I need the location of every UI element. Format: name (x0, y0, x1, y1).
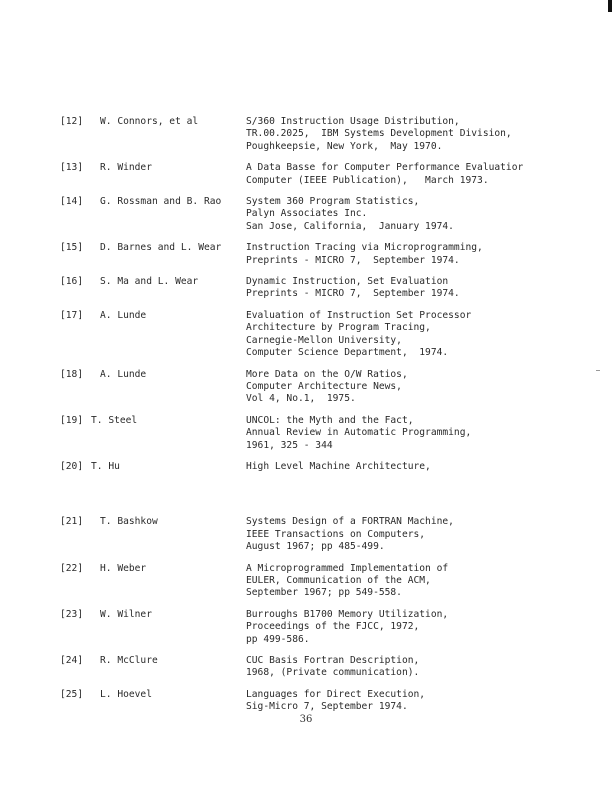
reference-14 (60, 196, 605, 233)
citation-line: TR.00.2025, IBM Systems Development Division, (246, 128, 512, 140)
citation-line: Annual Review in Automatic Programming, (246, 427, 472, 439)
citation-line: System 360 Program Statistics, (246, 196, 420, 208)
reference-citation (246, 242, 605, 267)
citation-line: San Jose, California, January 1974. (246, 220, 454, 232)
citation-line: Computer Architecture News, (246, 380, 402, 392)
reference-citation (246, 116, 605, 153)
citation-line: Dynamic Instruction, Set Evaluation (246, 276, 449, 288)
citation-line: Computer (IEEE Publication), March 1973. (246, 174, 489, 186)
reference-author: D. Barnes and L. Wear (100, 242, 222, 254)
reference-author: S. Ma and L. Wear (100, 276, 199, 288)
reference-author: H. Weber (100, 562, 147, 574)
reference-21 (60, 516, 605, 553)
citation-line: Computer Science Department, 1974. (246, 347, 449, 359)
reference-citation (246, 609, 605, 646)
reference-citation (246, 196, 605, 233)
reference-number: [23] (60, 608, 84, 620)
citation-line: Carnegie-Mellon University, (246, 334, 402, 346)
reference-number: [15] (60, 242, 84, 254)
reference-citation (246, 162, 605, 187)
citation-line: A Data Basse for Computer Performance Evaluatior (246, 162, 524, 174)
reference-author: R. Winder (100, 162, 152, 174)
citation-line: Architecture by Program Tracing, (246, 322, 431, 334)
citation-line: pp 499-586. (246, 633, 310, 645)
reference-citation (246, 655, 605, 680)
reference-author: T. Hu (91, 460, 120, 472)
reference-12 (60, 116, 605, 153)
reference-number: [18] (60, 368, 84, 380)
reference-24 (60, 655, 605, 680)
citation-line: UNCOL: the Myth and the Fact, (246, 414, 414, 426)
reference-22 (60, 563, 605, 600)
citation-line: Burroughs B1700 Memory Utilization, (246, 608, 449, 620)
citation-line: More Data on the O/W Ratios, (246, 368, 408, 380)
citation-line: A Microprogrammed Implementation of (246, 562, 449, 574)
reference-13 (60, 162, 605, 187)
reference-20 (60, 461, 605, 473)
reference-author: T. Steel (91, 414, 138, 426)
reference-author: T. Bashkow (100, 516, 158, 528)
citation-line: September 1967; pp 549-558. (246, 587, 402, 599)
citation-line: Preprints - MICRO 7, September 1974. (246, 288, 460, 300)
reference-citation (246, 563, 605, 600)
reference-number: [14] (60, 196, 84, 208)
reference-citation (246, 461, 605, 473)
reference-author: L. Hoevel (100, 688, 152, 700)
scan-corner-mark (608, 0, 612, 12)
reference-citation (246, 310, 605, 360)
reference-17 (60, 310, 605, 360)
citation-line: High Level Machine Architecture, (246, 460, 431, 472)
reference-list (60, 116, 605, 723)
citation-line: August 1967; pp 485-499. (246, 541, 385, 553)
reference-23 (60, 609, 605, 646)
reference-citation (246, 415, 605, 452)
reference-19 (60, 415, 605, 452)
citation-line: S/360 Instruction Usage Distribution, (246, 116, 460, 127)
reference-number: [19] (60, 414, 84, 426)
reference-citation (246, 516, 605, 553)
reference-number: [25] (60, 688, 84, 700)
reference-citation (246, 369, 605, 406)
reference-author: W. Connors, et al (100, 116, 199, 127)
citation-line: Sig-Micro 7, September 1974. (246, 701, 408, 713)
reference-author: A. Lunde (100, 309, 147, 321)
citation-line: IEEE Transactions on Computers, (246, 528, 426, 540)
citation-line: Languages for Direct Execution, (246, 688, 426, 700)
citation-line: Preprints - MICRO 7, September 1974. (246, 254, 460, 266)
citation-line: Palyn Associates Inc. (246, 208, 368, 220)
citation-line: CUC Basis Fortran Description, (246, 655, 420, 666)
citation-line: Systems Design of a FORTRAN Machine, (246, 516, 454, 528)
citation-line: Evaluation of Instruction Set Processor (246, 309, 472, 321)
reference-author: A. Lunde (100, 368, 147, 380)
reference-citation (246, 689, 605, 714)
citation-line: Vol 4, No.1, 1975. (246, 393, 356, 405)
reference-number: [12] (60, 116, 84, 127)
reference-number: [13] (60, 162, 84, 174)
citation-line: Proceedings of the FJCC, 1972, (246, 621, 420, 633)
reference-15 (60, 242, 605, 267)
citation-line: EULER, Communication of the ACM, (246, 574, 431, 586)
reference-author: G. Rossman and B. Rao (100, 196, 222, 208)
reference-author: R. McClure (100, 655, 158, 666)
reference-18 (60, 369, 605, 406)
reference-number: [17] (60, 309, 84, 321)
reference-16 (60, 276, 605, 301)
citation-line: 1961, 325 - 344 (246, 439, 333, 451)
reference-number: [21] (60, 516, 84, 528)
reference-25 (60, 689, 605, 714)
reference-number: [16] (60, 276, 84, 288)
citation-line: Poughkeepsie, New York, May 1970. (246, 140, 443, 152)
reference-author: W. Wilner (100, 608, 152, 620)
page-number: 36 (299, 714, 313, 725)
reference-number: [22] (60, 562, 84, 574)
citation-line: 1968, (Private communication). (246, 667, 420, 679)
citation-line: Instruction Tracing via Microprogramming, (246, 242, 483, 254)
reference-number: [20] (60, 460, 84, 472)
reference-number: [24] (60, 655, 84, 666)
reference-citation (246, 276, 605, 301)
